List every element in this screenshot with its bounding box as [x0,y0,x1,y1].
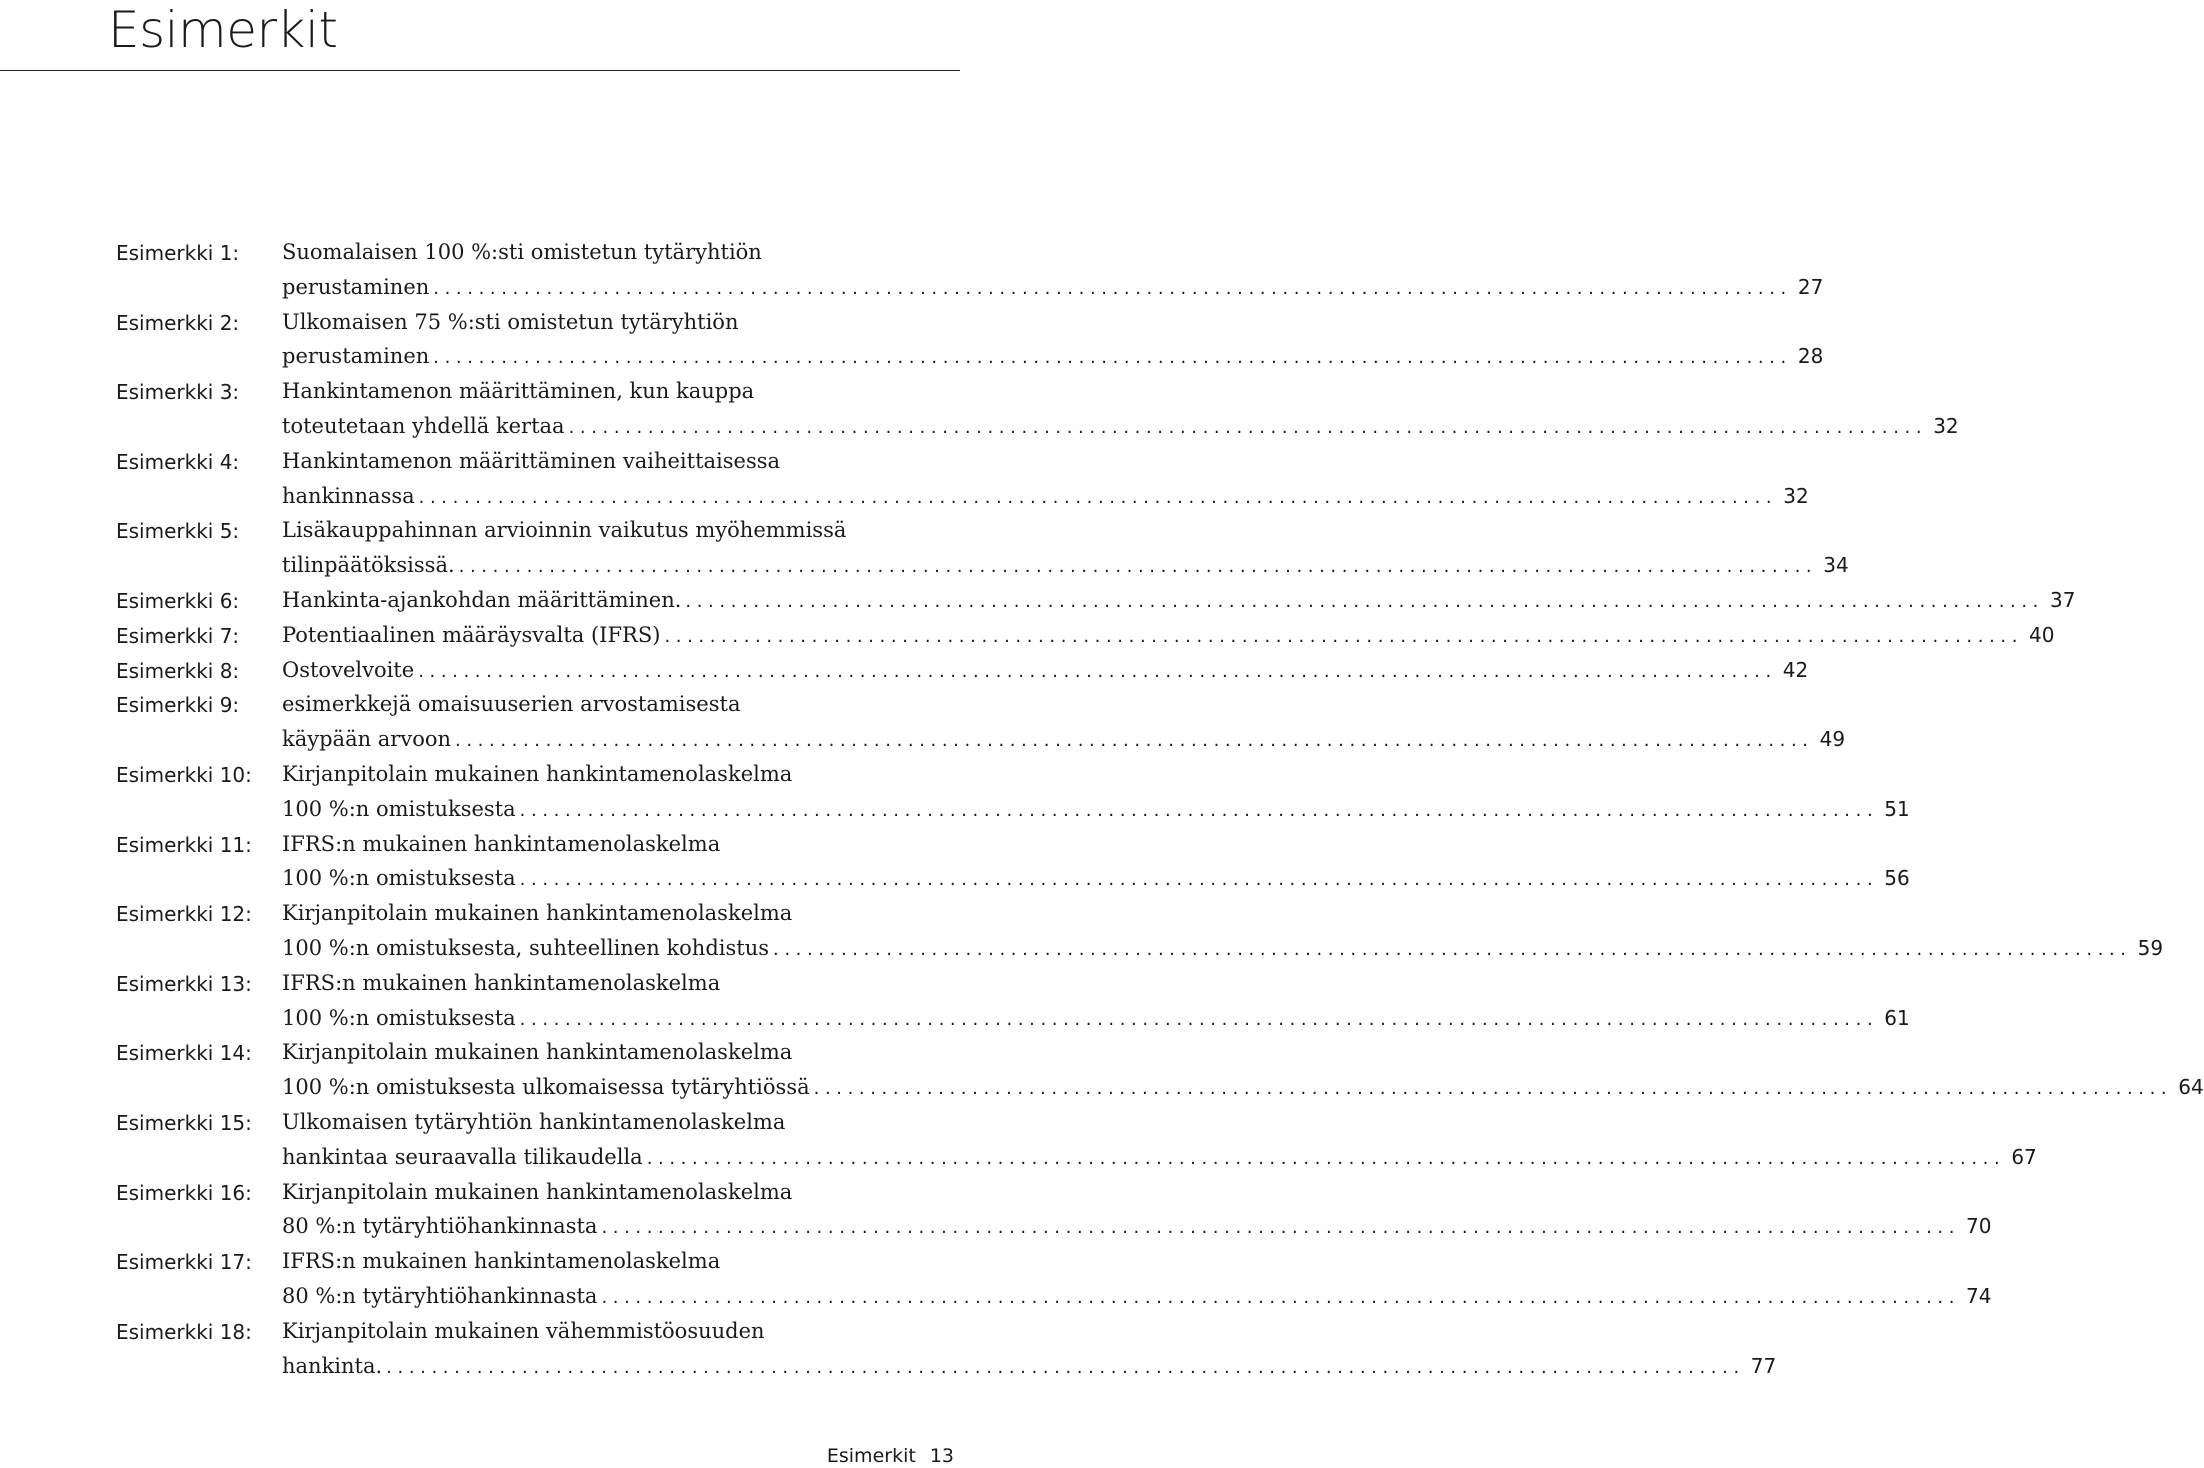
dot-leader: ........................................................................................................................ [433,347,1792,369]
toc-entry-continuation [0,479,1809,514]
example-title: Hankintamenon määrittäminen vaiheittaisessa [282,448,781,473]
toc-entry [0,305,960,340]
example-label: Esimerkki 5: [116,519,240,544]
example-title: Ostovelvoite [282,657,415,682]
example-title: esimerkkejä omaisuuserien arvostamisesta [282,692,741,717]
toc-entry-continuation [0,1070,2204,1105]
toc-entry [0,513,960,548]
dot-leader: ........................................................................................................................ [646,1147,2006,1169]
example-title: Ulkomaisen tytäryhtiön hankintamenolaskelma [282,1109,786,1134]
example-title: Kirjanpitolain mukainen hankintamenolaskelma [282,761,793,786]
example-title: Hankinta-ajankohdan määrittäminen. [282,587,682,612]
toc-entry [0,896,960,931]
example-title: Kirjanpitolain mukainen hankintamenolaskelma [282,1040,793,1065]
example-label: Esimerkki 9: [116,693,240,718]
page-number: 67 [2011,1144,2037,1169]
example-label: Esimerkki 7: [116,623,240,648]
page-footer [827,1444,954,1468]
example-title-line2 [282,272,1824,304]
dot-leader: ........................................................................................................................ [458,556,1818,578]
example-title-line2 [282,724,1846,756]
example-title: IFRS:n mukainen hankintamenolaskelma [282,1249,721,1274]
example-title-line1 [282,1037,932,1067]
example-label: Esimerkki 12: [116,902,252,927]
example-title-line2 [282,863,1910,895]
toc-entry [0,583,2076,618]
toc-entry-continuation [0,270,1824,305]
dot-leader: ........................................................................................................................ [418,660,1777,682]
example-title: 100 %:n omistuksesta [282,796,516,821]
example-title: IFRS:n mukainen hankintamenolaskelma [282,831,721,856]
example-title-line1 [282,1316,932,1346]
page-title: Esimerkit [108,1,338,59]
example-title-line2 [282,411,1959,443]
page-number: 64 [2178,1075,2204,1100]
example-label: Esimerkki 10: [116,762,252,787]
page-number: 56 [1884,866,1910,891]
toc-entry-continuation [0,1279,1992,1314]
dot-leader: ........................................................................................................................ [664,625,2024,647]
example-label: Esimerkki 13: [116,971,252,996]
dot-leader: ........................................................................................................................ [519,1008,1879,1030]
example-title: perustaminen [282,344,430,369]
page-number: 70 [1966,1214,1992,1239]
toc-entry-continuation [0,339,1824,374]
dot-leader: ........................................................................................................................ [568,416,1928,438]
footer-page-number: 13 [929,1445,954,1467]
example-title-line1 [282,1246,932,1276]
dot-leader: ........................................................................................................................ [519,799,1879,821]
example-title: 100 %:n omistuksesta [282,1005,516,1030]
example-title: Ulkomaisen 75 %:sti omistetun tytäryhtiön [282,309,739,334]
toc-entry [0,618,2055,653]
example-title: 80 %:n tytäryhtiöhankinnasta [282,1283,598,1308]
example-title-line2 [282,1003,1910,1035]
example-label: Esimerkki 15: [116,1110,252,1135]
example-title-line2 [282,1351,1777,1383]
example-label: Esimerkki 6: [116,588,240,613]
example-label: Esimerkki 14: [116,1041,252,1066]
example-title: tilinpäätöksissä. [282,553,455,578]
page-number: 49 [1819,727,1846,752]
footer-section-label: Esimerkit [826,1445,916,1467]
example-title-line1 [282,1177,932,1207]
page-number: 42 [1782,657,1809,682]
example-label: Esimerkki 2: [116,310,240,335]
page-number: 59 [2137,935,2164,960]
toc-entry-continuation [0,1001,1910,1036]
example-label: Esimerkki 11: [116,832,252,857]
dot-leader: ........................................................................................................................ [386,1356,1745,1378]
page-number: 51 [1884,796,1910,821]
example-title: toteutetaan yhdellä kertaa [282,413,565,438]
dot-leader: ........................................................................................................................ [418,486,1778,508]
title-rule [0,70,960,71]
example-title: Hankintamenon määrittäminen, kun kauppa [282,379,755,404]
example-title-line1 [282,376,932,406]
table-of-examples [0,235,2204,1383]
example-title: Potentiaalinen määräysvalta (IFRS) [282,622,661,647]
example-label: Esimerkki 1: [116,241,240,265]
page-number: 32 [1783,483,1809,508]
page-number: 32 [1933,413,1959,438]
page-number: 34 [1823,553,1849,578]
toc-entry [0,653,1809,688]
example-title-line2 [282,341,1824,373]
example-title-line2 [282,481,1809,513]
toc-entry [0,757,960,792]
example-label: Esimerkki 18: [116,1319,252,1344]
toc-entry-continuation [0,722,1846,757]
toc-entry-continuation [0,548,1849,583]
example-title: 100 %:n omistuksesta ulkomaisessa tytäryhtiössä [282,1075,810,1100]
example-label: Esimerkki 17: [116,1250,252,1275]
example-title-line2 [282,1142,2037,1174]
toc-entry-continuation [0,409,1959,444]
example-title-line2 [282,1281,1992,1313]
dot-leader: ........................................................................................................................ [433,277,1792,299]
example-title-line2 [282,1211,1992,1243]
toc-entry [0,827,960,862]
example-title: Lisäkauppahinnan arvioinnin vaikutus myöhemmissä [282,518,847,543]
example-title: käypään arvoon [282,727,452,752]
example-title: hankinnassa [282,483,415,508]
toc-entry-continuation [0,931,2164,966]
page-number: 27 [1797,274,1824,299]
example-title-line1 [282,237,932,267]
example-title-line1 [282,898,932,928]
example-title-line1 [282,829,932,859]
example-title: Kirjanpitolain mukainen hankintamenolaskelma [282,901,793,926]
toc-entry [0,687,960,722]
example-title: perustaminen [282,274,430,299]
toc-entry [0,1035,960,1070]
example-title-line2 [282,1072,2204,1104]
toc-entry-continuation [0,1209,1992,1244]
example-title-line1 [282,446,932,476]
dot-leader: ........................................................................................................................ [519,869,1879,891]
example-label: Esimerkki 3: [116,380,240,405]
example-title: Suomalaisen 100 %:sti omistetun tytäryhtiön [282,240,762,264]
example-title-line1 [282,759,932,789]
toc-entry [0,374,960,409]
example-label: Esimerkki 8: [116,658,240,683]
dot-leader: ........................................................................................................................ [601,1286,1961,1308]
example-title-line1 [282,968,932,998]
example-title-line1 [282,689,932,719]
toc-entry-continuation [0,1349,1777,1384]
toc-entry [0,444,960,479]
example-label: Esimerkki 16: [116,1180,252,1205]
toc-entry [0,1105,960,1140]
dot-leader: ........................................................................................................................ [455,730,1814,752]
page-number: 37 [2050,587,2076,612]
toc-entry-continuation [0,792,1910,827]
toc-entry [0,235,960,270]
page-number: 61 [1884,1005,1910,1030]
toc-entry [0,966,960,1001]
page-number: 74 [1966,1283,1992,1308]
example-label: Esimerkki 4: [116,449,240,474]
example-title: 80 %:n tytäryhtiöhankinnasta [282,1214,598,1239]
example-title: hankinta. [282,1353,383,1378]
example-title-line1 [282,1107,932,1137]
page-number: 40 [2029,622,2055,647]
example-title-line1 [282,515,932,545]
example-title: hankintaa seuraavalla tilikaudella [282,1144,643,1169]
example-title-line2 [282,794,1910,826]
dot-leader: ........................................................................................................................ [813,1078,2173,1100]
example-title-line2 [282,620,2055,652]
page-number: 77 [1750,1353,1777,1378]
example-title: 100 %:n omistuksesta [282,866,516,891]
example-title: IFRS:n mukainen hankintamenolaskelma [282,970,721,995]
example-title-line2 [282,655,1809,687]
toc-entry-continuation [0,861,1910,896]
toc-entry-continuation [0,1140,2037,1175]
example-title: Kirjanpitolain mukainen hankintamenolaskelma [282,1179,793,1204]
page-number: 28 [1797,344,1824,369]
toc-entry [0,1314,960,1349]
example-title-line2 [282,585,2076,617]
example-title: 100 %:n omistuksesta, suhteellinen kohdistus [282,935,770,960]
dot-leader: ........................................................................................................................ [773,938,2132,960]
example-title-line1 [282,307,932,337]
toc-entry [0,1175,960,1210]
example-title-line2 [282,550,1849,582]
toc-entry [0,1244,960,1279]
dot-leader: ........................................................................................................................ [601,1217,1961,1239]
dot-leader: ........................................................................................................................ [685,590,2045,612]
example-title: Kirjanpitolain mukainen vähemmistöosuuden [282,1318,765,1343]
example-title-line2 [282,933,2164,965]
